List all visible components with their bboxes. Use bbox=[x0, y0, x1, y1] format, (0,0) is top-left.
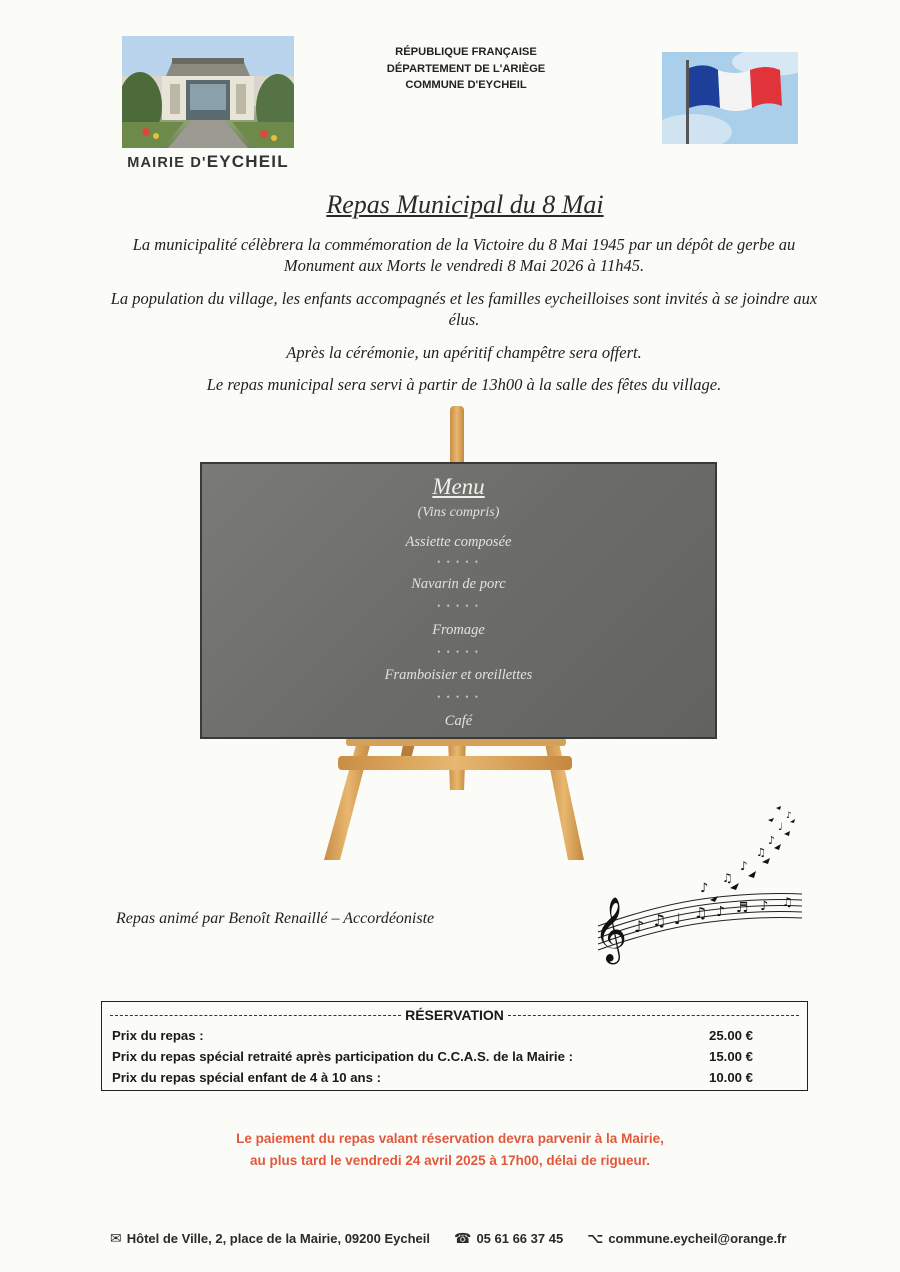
mairie-label-small: MAIRIE D' bbox=[127, 155, 207, 171]
price-value: 25.00 € bbox=[709, 1028, 753, 1043]
svg-text:♪: ♪ bbox=[740, 859, 748, 873]
menu-course: Framboisier et oreillettes bbox=[384, 667, 533, 683]
menu-title: Menu bbox=[432, 474, 485, 499]
phone-text: 05 61 66 37 45 bbox=[476, 1231, 564, 1246]
commune-line: COMMUNE D'EYCHEIL bbox=[405, 79, 527, 91]
svg-text:♪: ♪ bbox=[768, 834, 776, 847]
svg-text:♫: ♫ bbox=[694, 904, 708, 922]
payment-deadline-note bbox=[0, 1128, 900, 1172]
mouse-icon: ⌥ bbox=[587, 1230, 604, 1246]
intro-paragraph-meal-time: Le repas municipal sera servi à partir de 13h00 à la salle des fêtes du village. bbox=[206, 375, 722, 394]
reservation-box bbox=[101, 1001, 808, 1091]
mairie-label-big: EYCHEIL bbox=[206, 152, 289, 171]
svg-text:♫: ♫ bbox=[782, 895, 793, 909]
price-row bbox=[112, 1028, 753, 1048]
email-text: commune.eycheil@orange.fr bbox=[608, 1231, 787, 1246]
menu-separator: • • • • • bbox=[437, 692, 480, 702]
svg-text:♫: ♫ bbox=[722, 871, 733, 885]
intro-paragraph-commemoration: La municipalité célèbrera la commémoration de la Victoire du 8 Mai 1945 par un dépôt de gerbe au Monument aux Morts le vendredi 8 Mai 2026 à 11h45. bbox=[132, 235, 796, 275]
price-label: Prix du repas spécial enfant de 4 à 10 ans : bbox=[112, 1070, 381, 1085]
menu-board bbox=[200, 462, 717, 739]
townhall-photo bbox=[122, 36, 294, 148]
phone-icon: ☎ bbox=[453, 1230, 472, 1246]
footer-email bbox=[587, 1230, 786, 1247]
price-label: Prix du repas spécial retraité après participation du C.C.A.S. de la Mairie : bbox=[112, 1049, 573, 1064]
french-flag-photo bbox=[662, 52, 798, 144]
price-row bbox=[112, 1070, 753, 1090]
music-notes-icon bbox=[590, 800, 805, 970]
svg-text:𝄞: 𝄞 bbox=[594, 897, 628, 962]
svg-text:♫: ♫ bbox=[756, 846, 766, 859]
menu-separator: • • • • • bbox=[437, 557, 480, 567]
svg-text:♬: ♬ bbox=[736, 900, 749, 916]
contact-footer bbox=[110, 1230, 810, 1247]
svg-text:♪: ♪ bbox=[634, 917, 645, 936]
svg-text:♩: ♩ bbox=[778, 822, 783, 833]
intro-paragraph-invitation: La population du village, les enfants accompagnés et les familles eycheilloises sont invités à se joindre aux élus. bbox=[110, 289, 818, 329]
payment-note-line: au plus tard le vendredi 24 avril 2025 à 17h00, délai de rigueur. bbox=[250, 1153, 650, 1168]
svg-text:♪: ♪ bbox=[716, 904, 725, 920]
footer-phone bbox=[454, 1230, 563, 1247]
menu-course: Fromage bbox=[432, 622, 485, 638]
mairie-label bbox=[120, 152, 296, 172]
envelope-icon: ✉ bbox=[110, 1230, 122, 1246]
menu-subtitle: (Vins compris) bbox=[417, 505, 500, 520]
event-title: Repas Municipal du 8 Mai bbox=[326, 190, 604, 219]
intro-paragraph-aperitif: Après la cérémonie, un apéritif champêtre sera offert. bbox=[286, 343, 642, 362]
townhall-illustration bbox=[122, 36, 294, 148]
menu-separator: • • • • • bbox=[437, 601, 480, 611]
svg-text:♩: ♩ bbox=[674, 910, 682, 928]
footer-address bbox=[110, 1230, 430, 1247]
price-value: 15.00 € bbox=[709, 1049, 753, 1064]
price-label: Prix du repas : bbox=[112, 1028, 204, 1043]
price-value: 10.00 € bbox=[709, 1070, 753, 1085]
menu-course: Assiette composée bbox=[405, 534, 512, 550]
svg-text:♫: ♫ bbox=[652, 911, 667, 930]
svg-text:♪: ♪ bbox=[700, 881, 709, 896]
flag-icon bbox=[662, 52, 798, 144]
reservation-title: RÉSERVATION bbox=[405, 1007, 504, 1023]
price-row bbox=[112, 1049, 753, 1069]
music-credit: Repas animé par Benoît Renaillé – Accordéoniste bbox=[116, 910, 435, 927]
republic-line: RÉPUBLIQUE FRANÇAISE bbox=[395, 46, 537, 58]
svg-text:♪: ♪ bbox=[786, 811, 792, 821]
administrative-header bbox=[330, 44, 602, 94]
reservation-header bbox=[110, 1006, 799, 1024]
department-line: DÉPARTEMENT DE L'ARIÈGE bbox=[386, 62, 546, 75]
payment-note-line: Le paiement du repas valant réservation devra parvenir à la Mairie, bbox=[236, 1131, 664, 1146]
svg-text:♪: ♪ bbox=[760, 899, 769, 914]
menu-course: Navarin de porc bbox=[411, 576, 506, 592]
menu-separator: • • • • • bbox=[437, 647, 480, 657]
address-text: Hôtel de Ville, 2, place de la Mairie, 09200 Eycheil bbox=[126, 1231, 430, 1246]
menu-course: Café bbox=[444, 713, 473, 729]
